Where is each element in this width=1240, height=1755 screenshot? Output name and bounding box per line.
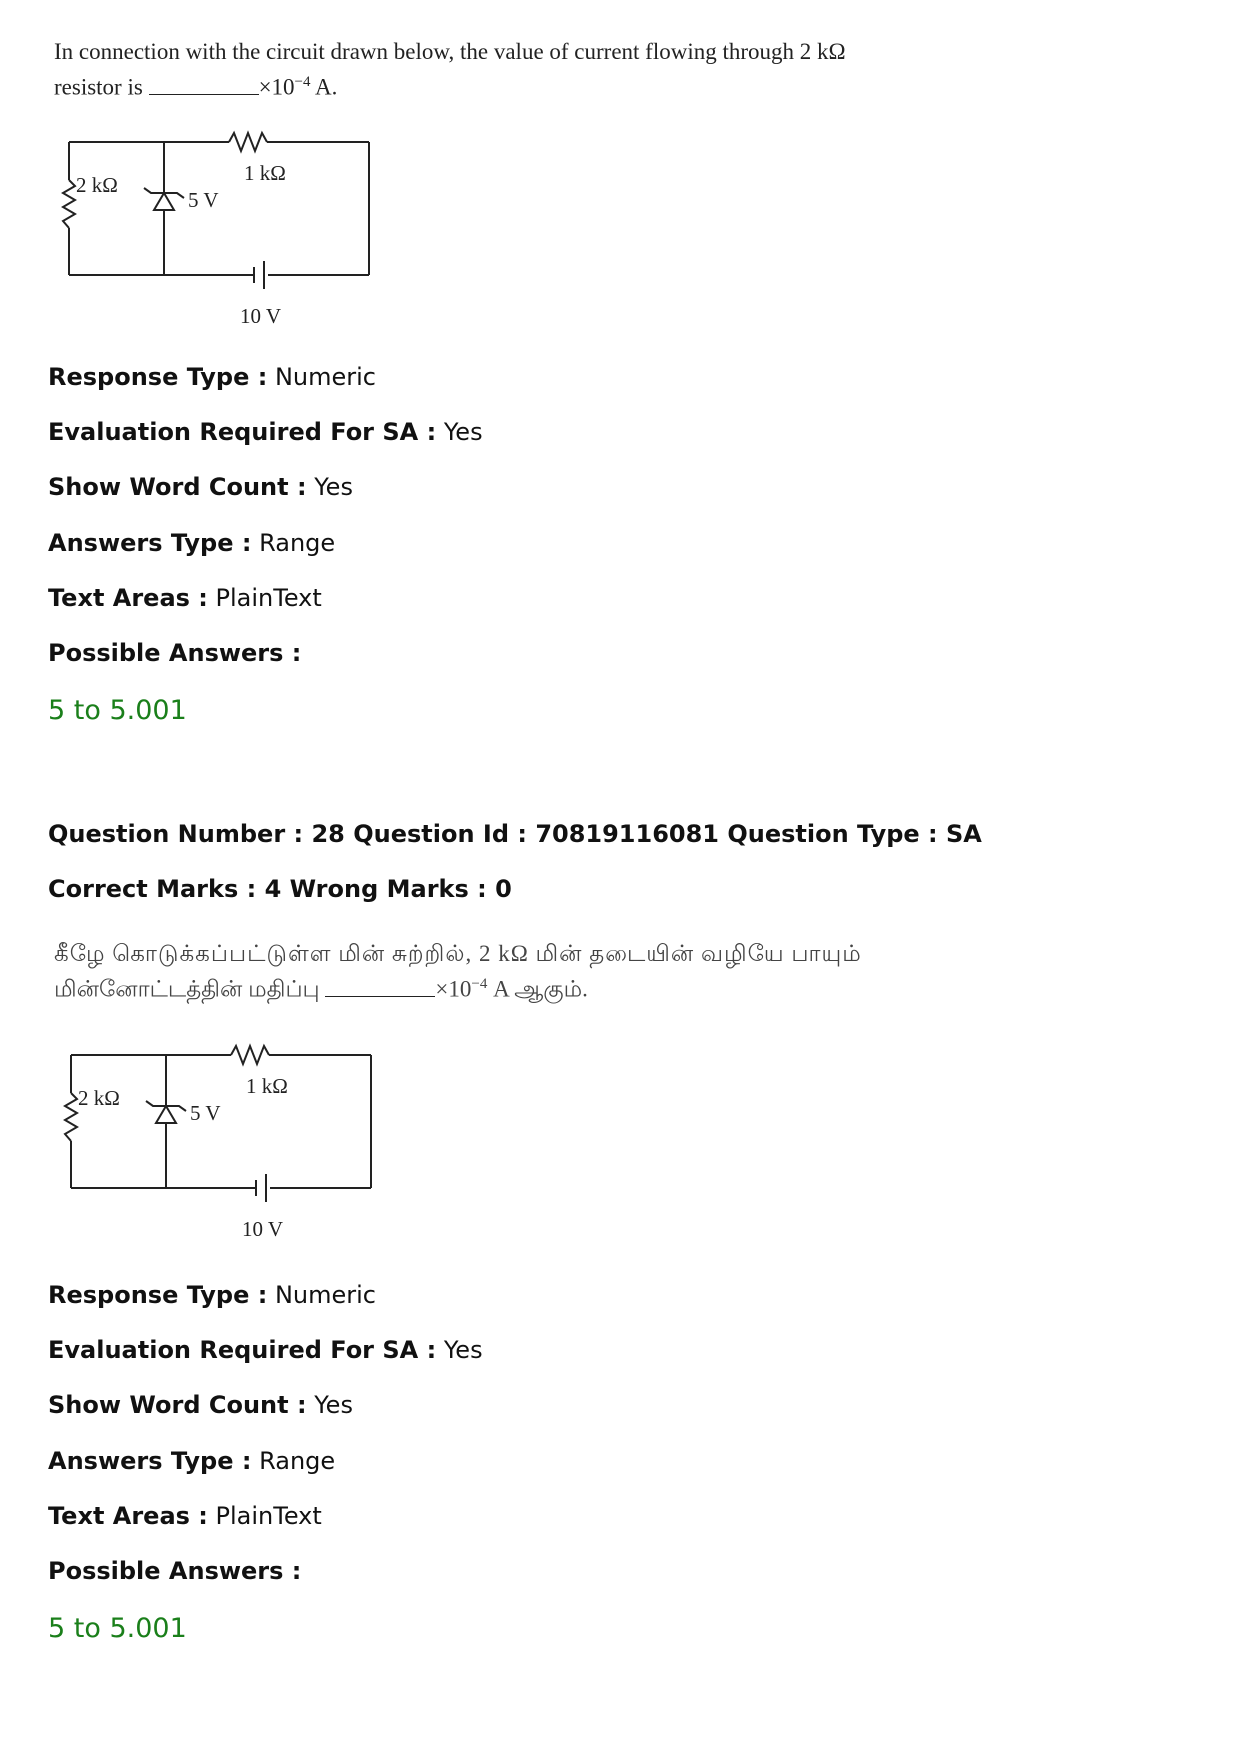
possible-answer: 5 to 5.001 [48, 1613, 187, 1644]
field-answers-type: Answers Type : Range [48, 529, 336, 557]
field-possible-answers: Possible Answers : [48, 1557, 302, 1585]
zener-diode [156, 1106, 176, 1123]
label-r2: 2 kΩ [76, 173, 118, 197]
question-text-prefix: மின்னோட்டத்தின் மதிப்பு [54, 976, 320, 1002]
multiplier: ×10 [258, 74, 295, 100]
unit: A ஆகும். [487, 976, 588, 1002]
field-evaluation-required: Evaluation Required For SA : Yes [48, 418, 483, 446]
possible-answer: 5 to 5.001 [48, 695, 187, 726]
zener-diode [154, 193, 174, 210]
unit: A. [310, 74, 338, 100]
field-show-word-count: Show Word Count : Yes [48, 473, 353, 501]
question-text-line [54, 969, 954, 1005]
circuit-diagram-q27 [54, 118, 384, 343]
exponent: −4 [294, 74, 311, 90]
question-text-line: In connection with the circuit drawn below, the value of current flowing through 2 kΩ [54, 39, 846, 64]
resistor-1k [231, 1046, 269, 1064]
question-text-line: கீழே கொடுக்கப்பட்டுள்ள மின் சுற்றில், 2 kΩ மின் தடையின் வழியே பாயும் [54, 941, 862, 966]
resistor-2k [65, 1093, 77, 1141]
circuit-diagram-q28 [56, 1031, 386, 1256]
resistor-1k [229, 133, 267, 151]
field-evaluation-required: Evaluation Required For SA : Yes [48, 1336, 483, 1364]
field-show-word-count: Show Word Count : Yes [48, 1391, 353, 1419]
question-27-text [54, 36, 954, 103]
field-text-areas: Text Areas : PlainText [48, 584, 322, 612]
answer-blank [325, 978, 435, 997]
label-battery: 10 V [242, 1217, 284, 1241]
question-text-line [54, 67, 954, 103]
multiplier: ×10 [435, 976, 472, 1002]
field-response-type: Response Type : Numeric [48, 1281, 376, 1309]
label-r2: 2 kΩ [78, 1086, 120, 1110]
exponent: −4 [471, 976, 488, 992]
label-r1: 1 kΩ [244, 161, 286, 185]
field-answers-type: Answers Type : Range [48, 1447, 336, 1475]
field-response-type: Response Type : Numeric [48, 363, 376, 391]
answer-blank [149, 76, 259, 95]
label-zener: 5 V [190, 1101, 221, 1125]
label-battery: 10 V [240, 304, 282, 328]
field-possible-answers: Possible Answers : [48, 639, 302, 667]
field-text-areas: Text Areas : PlainText [48, 1502, 322, 1530]
label-zener: 5 V [188, 188, 219, 212]
resistor-2k [63, 180, 75, 228]
question-28-header: Question Number : 28 Question Id : 70819116081 Question Type : SA [48, 820, 982, 848]
question-28-marks: Correct Marks : 4 Wrong Marks : 0 [48, 875, 512, 903]
question-text-prefix: resistor is [54, 74, 143, 100]
label-r1: 1 kΩ [246, 1074, 288, 1098]
question-28-text [54, 938, 954, 1005]
